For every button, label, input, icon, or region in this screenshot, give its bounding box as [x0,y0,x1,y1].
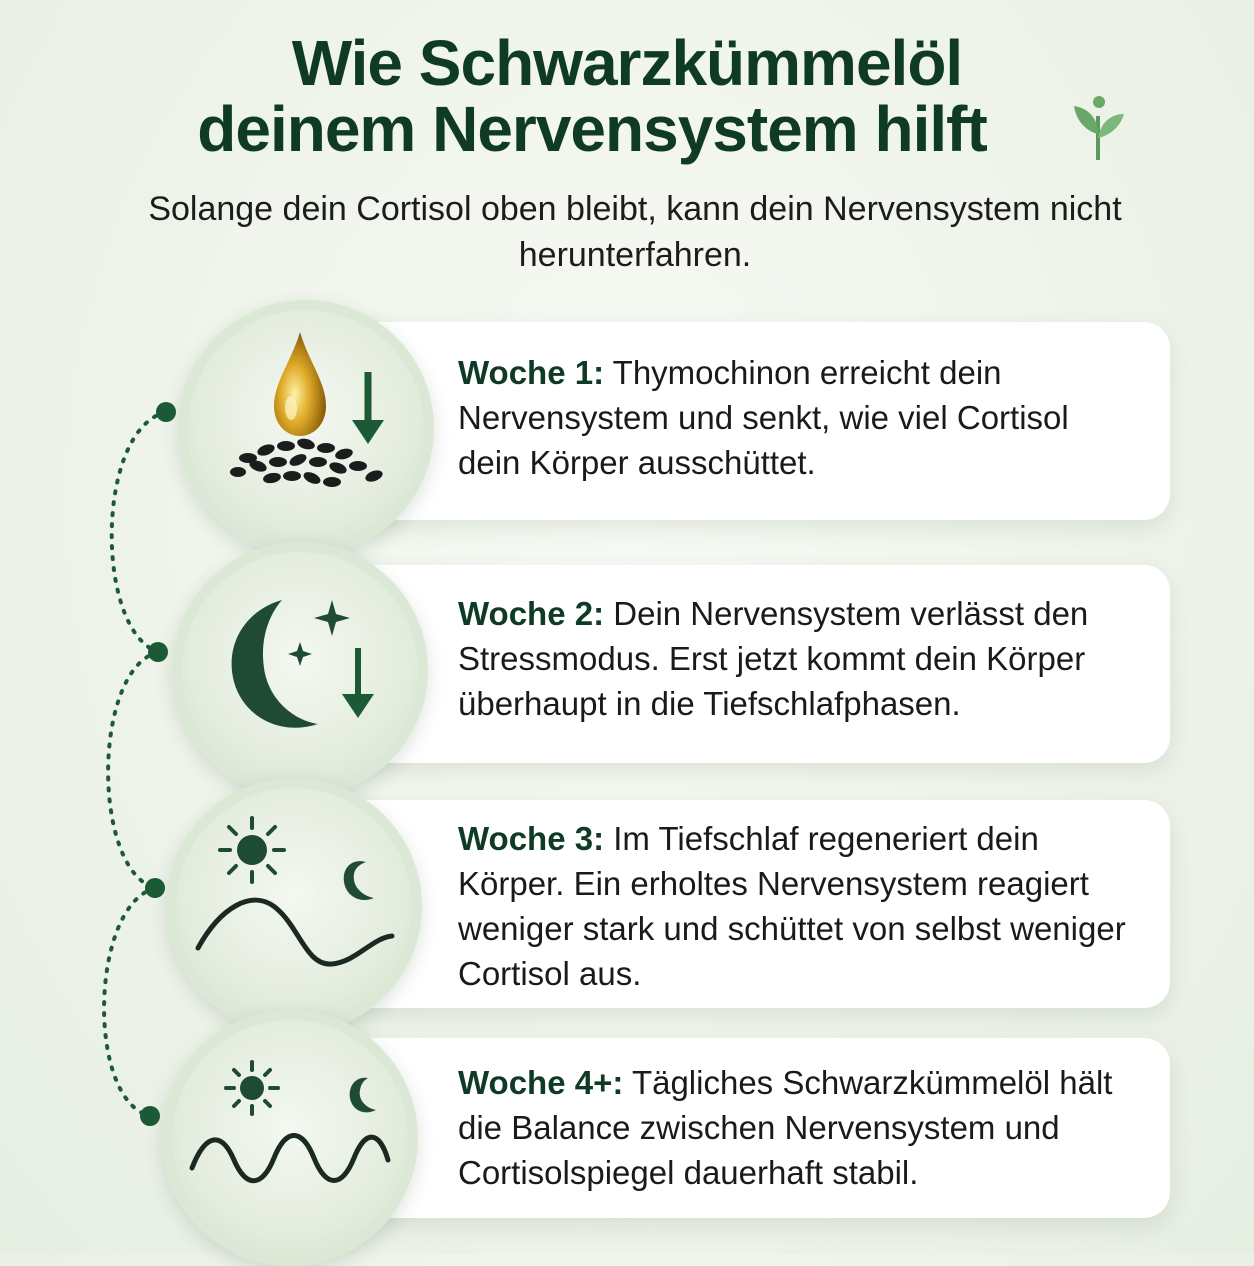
step-icon-circle-4 [162,1010,418,1266]
moon-stars-icon [182,552,418,788]
step-text-2 [458,591,1130,726]
step-card-week-2 [300,565,1170,763]
step-description: Tägliches Schwarzkümmelöl hält die Balance zwischen Nervensystem und Cortisolspiegel dauerhaft stabil. [458,1064,1113,1191]
step-description: Im Tiefschlaf regeneriert dein Körper. Ein erholtes Nervensystem reagiert weniger stark und schüttet von selbst weniger Cortisol aus. [458,820,1126,992]
step-description: Thymochinon erreicht dein Nervensystem und senkt, wie viel Cortisol dein Körper ausschüttet. [458,354,1069,481]
step-week-label: Woche 1: [458,354,605,391]
step-card-week-3 [300,800,1170,1008]
step-week-label: Woche 2: [458,595,605,632]
step-icon-circle-1 [178,300,434,556]
step-text-3 [458,816,1130,996]
step-card-week-4 [300,1038,1170,1218]
title-line-2: deinem Nervensystem hilft [197,93,987,165]
title-line-1: Wie Schwarzkümmelöl [291,27,963,99]
step-text-4 [458,1060,1130,1195]
step-icon-circle-3 [166,778,422,1034]
timeline-dot-1 [156,402,176,422]
timeline-dot-2 [148,642,168,662]
oil-drop-seeds-icon [188,310,424,546]
step-week-label: Woche 3: [458,820,605,857]
subtitle: Solange dein Cortisol oben bleibt, kann dein Nervensystem nicht herunterfahren. [148,190,1122,274]
timeline-dot-4 [140,1106,160,1126]
timeline-dot-3 [145,878,165,898]
step-description: Dein Nervensystem verlässt den Stressmodus. Erst jetzt kommt dein Körper überhaupt in die Tiefschlafphasen. [458,595,1089,722]
step-icon-circle-2 [172,542,428,798]
step-text-1 [458,350,1130,485]
sun-moon-rhythm-icon [172,1020,408,1256]
sun-moon-wave-icon [176,788,412,1024]
step-week-label: Woche 4+: [458,1064,624,1101]
